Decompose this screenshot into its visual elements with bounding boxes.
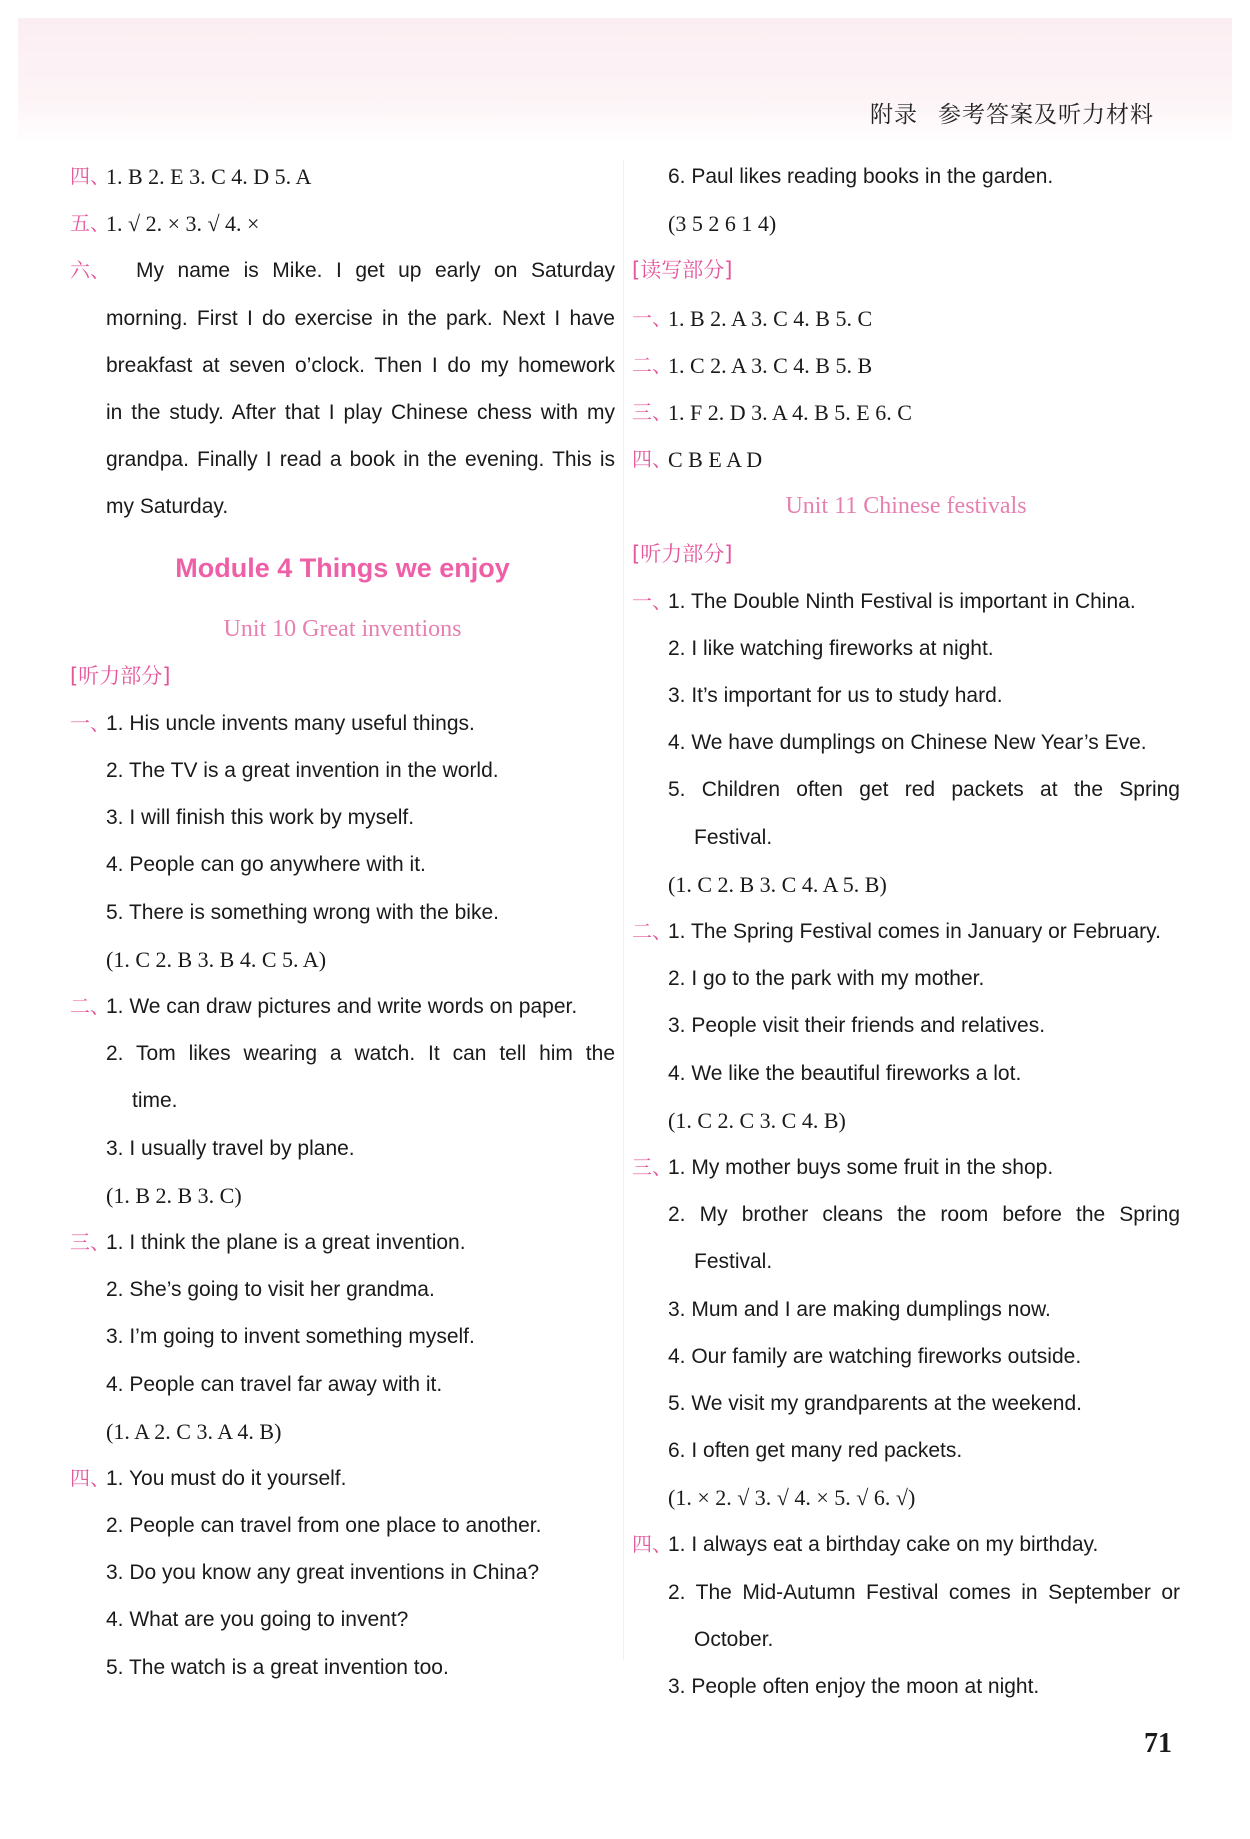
item-text: 1. I always eat a birthday cake on my birthday. (668, 1533, 1099, 1557)
question-item: 5. The watch is a great invention too. (106, 1655, 449, 1679)
module-title: Module 4 Things we enjoy (175, 552, 510, 583)
answer-text: 1. √ 2. × 3. √ 4. × (106, 211, 260, 237)
answer-key: (1. B 2. B 3. C) (106, 1182, 242, 1208)
question-item-cont: Festival. (694, 1250, 773, 1274)
listening-label: [听力部分] (70, 663, 171, 688)
essay-line (70, 247, 615, 294)
unit-title: Unit 10 Great inventions (223, 615, 462, 642)
header-section: 附录 (870, 102, 918, 128)
item-text: 1. I think the plane is a great invention. (106, 1230, 466, 1254)
essay-line: in the study. After that I play Chinese chess with my (106, 400, 615, 424)
question-item: 3. I usually travel by plane. (106, 1136, 355, 1160)
reading-label: [读写部分] (632, 258, 733, 283)
answer-text: 1. F 2. D 3. A 4. B 5. E 6. C (668, 399, 912, 425)
section-marker: 二、 (632, 919, 672, 943)
question-item: 2. The TV is a great invention in the world. (106, 759, 499, 783)
question-item: 3. I will finish this work by myself. (106, 806, 415, 830)
section-marker: 一、 (70, 710, 110, 735)
answer-row (70, 153, 615, 200)
question-item: 5. Children often get red packets at the Spring (668, 778, 1180, 802)
essay-line: morning. First I do exercise in the park. Next I have (106, 306, 615, 330)
section-marker: 一、 (632, 588, 672, 613)
answer-key: (3 5 2 6 1 4) (668, 211, 777, 237)
item-text: 1. You must do it yourself. (106, 1466, 347, 1490)
section-marker: 四、 (632, 447, 672, 472)
section-marker: 三、 (70, 1229, 110, 1254)
question-item: 2. My brother cleans the room before the Spring (668, 1203, 1180, 1227)
answer-text: C B E A D (668, 447, 763, 473)
question-item: 3. People often enjoy the moon at night. (668, 1675, 1040, 1698)
left-column (70, 153, 615, 1691)
question-item-cont: time. (132, 1089, 178, 1113)
item-text: 1. My mother buys some fruit in the shop. (668, 1155, 1054, 1179)
answer-key: (1. C 2. B 3. C 4. A 5. B) (668, 871, 887, 897)
section-marker: 二、 (70, 994, 110, 1018)
question-item (632, 1144, 1180, 1191)
section-marker: 六、 (70, 258, 110, 283)
answer-row (632, 389, 1180, 436)
question-item: 4. Our family are watching fireworks outside. (668, 1344, 1082, 1368)
question-item (70, 983, 615, 1030)
question-item: 2. Tom likes wearing a watch. It can tell him the (106, 1042, 615, 1066)
essay-line: my Saturday. (106, 495, 229, 519)
question-item: 3. Mum and I are making dumplings now. (668, 1297, 1051, 1321)
section-marker: 四、 (70, 164, 110, 188)
question-item (70, 1455, 615, 1502)
answer-key: (1. A 2. C 3. A 4. B) (106, 1418, 282, 1444)
question-item: 4. People can go anywhere with it. (106, 853, 426, 877)
question-item: 2. I go to the park with my mother. (668, 967, 985, 991)
question-item: 4. We have dumplings on Chinese New Year’s Eve. (668, 731, 1147, 755)
item-text: 1. The Spring Festival comes in January or February. (668, 920, 1161, 943)
question-item: 2. People can travel from one place to another. (106, 1514, 542, 1538)
answer-key: (1. C 2. B 3. B 4. C 5. A) (106, 946, 327, 972)
question-item: 5. There is something wrong with the bike. (106, 900, 499, 924)
item-text: 1. His uncle invents many useful things. (106, 711, 475, 735)
answer-row (70, 200, 615, 247)
answer-row (632, 295, 1180, 342)
answer-row (632, 436, 1180, 483)
section-marker: 五、 (70, 211, 110, 236)
essay-line: grandpa. Finally I read a book in the evening. This is (106, 448, 615, 472)
answer-text: 1. B 2. A 3. C 4. B 5. C (668, 305, 873, 331)
answer-key: (1. C 2. C 3. C 4. B) (668, 1107, 846, 1133)
listening-label: [听力部分] (632, 541, 733, 566)
section-marker: 二、 (632, 352, 672, 377)
question-item: 4. We like the beautiful fireworks a lot. (668, 1061, 1022, 1085)
question-item: 2. The Mid-Autumn Festival comes in September or (668, 1580, 1180, 1604)
question-item (632, 578, 1180, 625)
question-item: 3. Do you know any great inventions in China? (106, 1561, 540, 1585)
section-marker: 四、 (70, 1465, 110, 1490)
question-item (632, 908, 1180, 955)
answer-text: 1. C 2. A 3. C 4. B 5. B (668, 352, 873, 378)
section-marker: 一、 (632, 305, 672, 330)
item-text: 1. The Double Ninth Festival is important in China. (668, 589, 1136, 613)
question-item: 2. I like watching fireworks at night. (668, 636, 994, 660)
question-item: 4. People can travel far away with it. (106, 1372, 443, 1396)
question-item (70, 1219, 615, 1266)
answer-key: (1. × 2. √ 3. √ 4. × 5. √ 6. √) (668, 1485, 916, 1511)
question-item: 5. We visit my grandparents at the weekend. (668, 1391, 1082, 1415)
right-column (632, 153, 1180, 1710)
question-item (632, 1521, 1180, 1568)
header-subtitle: 参考答案及听力材料 (938, 102, 1154, 128)
answer-row (632, 342, 1180, 389)
essay-line: breakfast at seven o’clock. Then I do my homework (106, 353, 615, 377)
column-divider (623, 160, 624, 1660)
unit-title: Unit 11 Chinese festivals (785, 493, 1027, 520)
section-marker: 四、 (632, 1532, 672, 1557)
question-item: 3. People visit their friends and relatives. (668, 1014, 1046, 1038)
question-item: 6. Paul likes reading books in the garden. (668, 165, 1054, 188)
page-number: 71 (1144, 1728, 1172, 1759)
essay-text: My name is Mike. I get up early on Saturday (136, 259, 615, 283)
question-item: 3. It’s important for us to study hard. (668, 684, 1003, 708)
page-header-band (18, 18, 1232, 144)
answer-text: 1. B 2. E 3. C 4. D 5. A (106, 164, 312, 189)
question-item: 4. What are you going to invent? (106, 1608, 409, 1632)
question-item: 3. I’m going to invent something myself. (106, 1325, 475, 1349)
question-item: 6. I often get many red packets. (668, 1439, 963, 1463)
question-item: 2. She’s going to visit her grandma. (106, 1278, 435, 1302)
question-item (70, 700, 615, 747)
question-item-cont: Festival. (694, 825, 773, 849)
item-text: 1. We can draw pictures and write words on paper. (106, 995, 578, 1018)
section-marker: 三、 (632, 399, 672, 424)
question-item-cont: October. (694, 1627, 774, 1651)
section-marker: 三、 (632, 1154, 672, 1179)
header-title (850, 96, 1154, 129)
